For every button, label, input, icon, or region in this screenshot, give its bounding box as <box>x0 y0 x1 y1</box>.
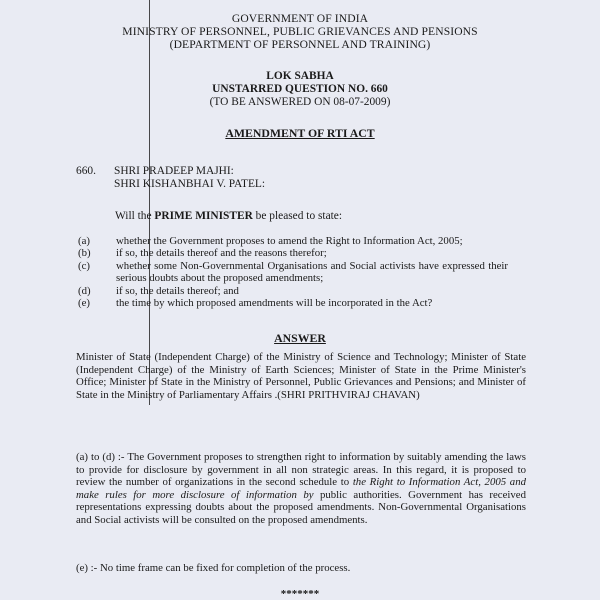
item-text: if so, the details thereof and the reasons therefor; <box>116 247 327 260</box>
question-item <box>78 285 508 297</box>
minister-designation: Minister of State (Independent Charge) of the Ministry of Science and Technology; Minister of State (Independent Charge) of the Ministry of Earth Sciences; Minister of State in the Prime Minister's Office; Minister of State in the Ministry of Personnel, Public Grievances and Pensions; and Minister of State in the Ministry of Parliamentary Affairs .(SHRI PRITHVIRAJ CHAVAN) <box>76 351 526 401</box>
item-label: (b) <box>78 247 91 260</box>
answer-a-text-italic: the Right to Information Act, 2005 and make rules for more disclosure of information by <box>76 476 526 501</box>
item-label: (e) <box>78 297 90 310</box>
addressee: PRIME MINISTER <box>154 210 253 222</box>
item-label: (d) <box>78 284 91 297</box>
question-item <box>78 260 508 285</box>
document-title: AMENDMENT OF RTI ACT <box>225 126 375 140</box>
question-prompt <box>115 210 342 222</box>
prompt-suffix: be pleased to state: <box>252 210 343 222</box>
government-line: GOVERNMENT OF INDIA <box>231 12 369 25</box>
member-name-2: SHRI KISHANBHAI V. PATEL: <box>114 178 266 190</box>
question-header <box>0 70 600 109</box>
answer-heading: ANSWER <box>274 331 326 345</box>
answer-a-text-1: The Government proposes to strengthen right to information by suitably amending the laws to provide for disclosure by government in all non strategic areas. In this regard, it is proposed to review the number of organizations in the second schedule to <box>76 451 526 489</box>
item-text: whether the Government proposes to amend the Right to Information Act, 2005; <box>116 235 463 247</box>
item-text: whether some Non-Governmental Organisations and Social activists have expressed their serious doubts about the proposed amendments; <box>116 259 508 285</box>
member-name-1: SHRI PRADEEP MAJHI: <box>114 165 234 177</box>
question-item <box>78 247 508 259</box>
house-name: LOK SABHA <box>266 70 334 82</box>
ministry-line: MINISTRY OF PERSONNEL, PUBLIC GRIEVANCES AND PENSIONS <box>122 25 478 38</box>
answer-a-label: (a) to (d) :- <box>76 451 125 463</box>
item-label: (c) <box>78 259 90 272</box>
answer-a-text-2: public authorities. Government has received representations expressing doubts about the proposed amendments. Non-Governmental Organisations and Social activists will be consulted on the proposed amendments. <box>76 488 526 526</box>
prompt-prefix: Will the <box>115 210 155 222</box>
item-label: (a) <box>78 235 90 247</box>
item-text: the time by which proposed amendments will be incorporated in the Act? <box>116 297 433 310</box>
department-line: (DEPARTMENT OF PERSONNEL AND TRAINING) <box>169 38 431 51</box>
document-header <box>0 12 600 51</box>
item-text: if so, the details thereof; and <box>116 284 239 297</box>
question-item <box>78 235 508 247</box>
end-mark: ******* <box>280 588 320 600</box>
answer-a-to-d <box>76 451 526 527</box>
question-items <box>78 235 508 309</box>
question-number: UNSTARRED QUESTION NO. 660 <box>212 83 388 95</box>
question-serial: 660. <box>76 165 96 177</box>
answer-e: (e) :- No time frame can be fixed for completion of the process. <box>76 562 351 574</box>
answer-date: (TO BE ANSWERED ON 08-07-2009) <box>209 96 391 108</box>
question-item <box>78 297 508 309</box>
